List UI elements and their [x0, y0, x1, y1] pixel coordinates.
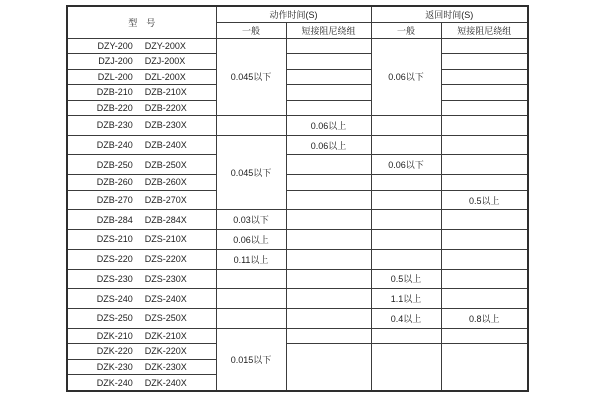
table-row: [67, 210, 528, 230]
model-name-x: DZB-250X: [144, 159, 187, 170]
action-general-value: 0.03以下: [216, 210, 286, 230]
action-general-empty: [216, 308, 286, 328]
return-damped-empty: [441, 100, 528, 116]
model-cell: [67, 100, 216, 116]
model-name-x: DZB-210X: [144, 87, 187, 98]
model-name-x: DZB-260X: [144, 177, 187, 188]
action-damped-empty: [286, 230, 371, 250]
return-general-value: 0.06以下: [371, 38, 441, 116]
table-row: [67, 116, 528, 136]
return-damped-empty: [441, 210, 528, 230]
return-damped-empty: [441, 85, 528, 101]
action-general-value: 0.045以下: [216, 135, 286, 210]
model-name: DZS-230: [96, 273, 133, 284]
table-row: [67, 69, 528, 85]
relay-spec-table: [66, 5, 529, 392]
action-damped-empty: [286, 308, 371, 328]
model-cell: [67, 155, 216, 175]
model-name: DZK-240: [96, 377, 133, 388]
action-damped-value: 0.06以上: [286, 135, 371, 155]
return-damped-empty: [441, 135, 528, 155]
model-cell: [67, 249, 216, 269]
action-damped-empty: [286, 190, 371, 210]
action-general-empty: [216, 116, 286, 136]
header-action-damped: 短接阻尼绕组: [286, 22, 371, 38]
model-cell: [67, 210, 216, 230]
model-name: DZL-200: [97, 71, 133, 82]
model-cell: [67, 116, 216, 136]
return-general-empty: [371, 230, 441, 250]
model-cell: [67, 308, 216, 328]
table-row: [67, 175, 528, 191]
return-general-empty: [371, 344, 441, 391]
return-general-value: 1.1以上: [371, 289, 441, 309]
header-action-time: 动作时间(S): [216, 6, 371, 22]
model-name-x: DZS-210X: [144, 234, 187, 245]
model-name-x: DZS-220X: [144, 254, 187, 265]
action-damped-empty: [286, 249, 371, 269]
action-damped-empty: [286, 54, 371, 70]
model-name-x: DZJ-200X: [144, 56, 186, 67]
model-name-x: DZS-240X: [144, 293, 187, 304]
return-damped-empty: [441, 155, 528, 175]
action-damped-empty: [286, 100, 371, 116]
return-general-empty: [371, 190, 441, 210]
return-damped-empty: [441, 69, 528, 85]
table-row: [67, 190, 528, 210]
model-cell: [67, 38, 216, 54]
return-general-value: 0.5以上: [371, 269, 441, 289]
model-name-x: DZB-230X: [144, 120, 187, 131]
table-row: [67, 54, 528, 70]
action-damped-empty: [286, 269, 371, 289]
model-cell: [67, 69, 216, 85]
return-damped-empty: [441, 328, 528, 344]
model-cell: [67, 135, 216, 155]
action-general-value: 0.11以上: [216, 249, 286, 269]
table-row: [67, 344, 528, 360]
model-name-x: DZY-200X: [144, 40, 186, 51]
action-general-empty: [216, 289, 286, 309]
model-name-x: DZB-284X: [144, 214, 187, 225]
action-damped-value: 0.06以上: [286, 116, 371, 136]
table-row: [67, 155, 528, 175]
model-name: DZB-260: [96, 177, 133, 188]
table-row: [67, 38, 528, 54]
model-cell: [67, 344, 216, 360]
model-cell: [67, 190, 216, 210]
return-general-value: 0.06以下: [371, 155, 441, 175]
return-damped-empty: [441, 249, 528, 269]
action-damped-empty: [286, 289, 371, 309]
model-name: DZB-284: [96, 214, 133, 225]
return-damped-empty: [441, 116, 528, 136]
model-name: DZB-270: [96, 195, 133, 206]
model-cell: [67, 85, 216, 101]
model-name-x: DZK-210X: [144, 330, 187, 341]
model-name: DZS-240: [96, 293, 133, 304]
return-general-empty: [371, 116, 441, 136]
model-cell: [67, 375, 216, 391]
model-name-x: DZB-220X: [144, 102, 187, 113]
header-return-time: 返回时间(S): [371, 6, 528, 22]
return-damped-empty: [441, 269, 528, 289]
model-name-x: DZB-240X: [144, 140, 187, 151]
model-cell: [67, 359, 216, 375]
model-name: DZS-210: [96, 234, 133, 245]
table-row: [67, 289, 528, 309]
model-name: DZB-220: [96, 102, 133, 113]
action-damped-empty: [286, 328, 371, 344]
return-general-value: 0.4以上: [371, 308, 441, 328]
return-damped-empty: [441, 54, 528, 70]
model-name-x: DZK-230X: [144, 361, 187, 372]
model-cell: [67, 175, 216, 191]
header-action-general: 一般: [216, 22, 286, 38]
model-cell: [67, 289, 216, 309]
action-damped-empty: [286, 210, 371, 230]
action-general-empty: [216, 269, 286, 289]
model-name-x: DZS-250X: [144, 313, 187, 324]
return-general-empty: [371, 210, 441, 230]
table-row: [67, 230, 528, 250]
model-name-x: DZS-230X: [144, 273, 187, 284]
model-name: DZB-240: [96, 140, 133, 151]
return-general-empty: [371, 135, 441, 155]
model-name: DZY-200: [97, 40, 133, 51]
action-general-value: 0.015以下: [216, 328, 286, 391]
return-general-empty: [371, 249, 441, 269]
return-general-empty: [371, 328, 441, 344]
action-damped-empty: [286, 344, 371, 391]
model-name-x: DZB-270X: [144, 195, 187, 206]
action-damped-empty: [286, 175, 371, 191]
table-row: [67, 135, 528, 155]
model-name: DZS-220: [96, 254, 133, 265]
model-cell: [67, 54, 216, 70]
return-damped-empty: [441, 175, 528, 191]
action-damped-empty: [286, 85, 371, 101]
model-name-x: DZL-200X: [144, 71, 186, 82]
action-damped-empty: [286, 155, 371, 175]
header-return-damped: 短接阻尼绕组: [441, 22, 528, 38]
model-name: DZJ-200: [98, 56, 133, 67]
model-name: DZB-250: [96, 159, 133, 170]
model-name-x: DZK-220X: [144, 346, 187, 357]
table-row: [67, 85, 528, 101]
return-damped-empty: [441, 289, 528, 309]
model-cell: [67, 230, 216, 250]
return-damped-value: 0.5以上: [441, 190, 528, 210]
model-cell: [67, 269, 216, 289]
table-row: [67, 308, 528, 328]
model-cell: [67, 328, 216, 344]
table-row: [67, 249, 528, 269]
header-model: 型 号: [67, 6, 216, 38]
action-general-value: 0.045以下: [216, 38, 286, 116]
return-damped-empty: [441, 38, 528, 54]
action-general-value: 0.06以上: [216, 230, 286, 250]
action-damped-empty: [286, 69, 371, 85]
table-row: [67, 100, 528, 116]
return-damped-value: 0.8以上: [441, 308, 528, 328]
action-damped-empty: [286, 38, 371, 54]
header-return-general: 一般: [371, 22, 441, 38]
return-general-empty: [371, 175, 441, 191]
table-row: [67, 269, 528, 289]
model-name: DZK-210: [96, 330, 133, 341]
table-row: [67, 328, 528, 344]
model-name: DZK-230: [96, 361, 133, 372]
return-damped-empty: [441, 230, 528, 250]
return-damped-empty: [441, 344, 528, 391]
model-name: DZS-250: [96, 313, 133, 324]
model-name: DZB-210: [96, 87, 133, 98]
model-name: DZK-220: [96, 346, 133, 357]
model-name: DZB-230: [96, 120, 133, 131]
model-name-x: DZK-240X: [144, 377, 187, 388]
